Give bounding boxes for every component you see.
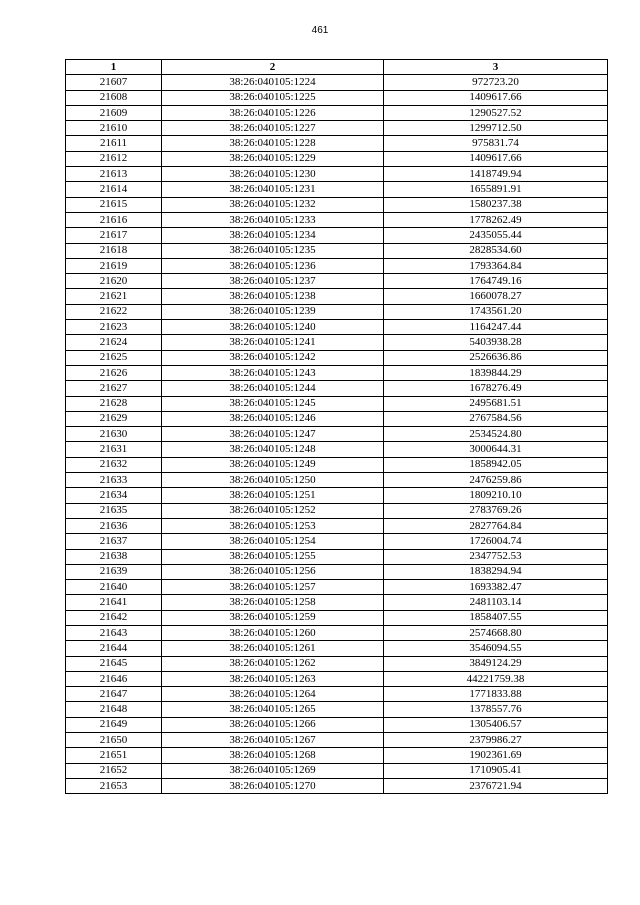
cadastral-number-cell: 38:26:040105:1247 — [162, 427, 384, 442]
table-body — [66, 75, 608, 794]
row-number-cell: 21652 — [66, 763, 162, 778]
value-cell: 1838294.94 — [384, 564, 608, 579]
value-cell: 2379986.27 — [384, 733, 608, 748]
table-row — [66, 595, 608, 610]
row-number-cell: 21618 — [66, 243, 162, 258]
table-row — [66, 748, 608, 763]
value-cell: 2435055.44 — [384, 228, 608, 243]
table-row — [66, 335, 608, 350]
cadastral-number-cell: 38:26:040105:1249 — [162, 457, 384, 472]
cadastral-number-cell: 38:26:040105:1230 — [162, 167, 384, 182]
table-row — [66, 457, 608, 472]
value-cell: 2481103.14 — [384, 595, 608, 610]
row-number-cell: 21624 — [66, 335, 162, 350]
column-header-1: 1 — [66, 60, 162, 75]
table-row — [66, 564, 608, 579]
row-number-cell: 21609 — [66, 105, 162, 120]
value-cell: 1164247.44 — [384, 320, 608, 335]
value-cell: 1305406.57 — [384, 717, 608, 732]
value-cell: 975831.74 — [384, 136, 608, 151]
cadastral-number-cell: 38:26:040105:1256 — [162, 564, 384, 579]
value-cell: 1299712.50 — [384, 121, 608, 136]
row-number-cell: 21647 — [66, 687, 162, 702]
cadastral-number-cell: 38:26:040105:1235 — [162, 243, 384, 258]
cadastral-number-cell: 38:26:040105:1239 — [162, 304, 384, 319]
header-row — [66, 60, 608, 75]
value-cell: 1418749.94 — [384, 167, 608, 182]
row-number-cell: 21649 — [66, 717, 162, 732]
value-cell: 1580237.38 — [384, 197, 608, 212]
row-number-cell: 21614 — [66, 182, 162, 197]
column-header-3: 3 — [384, 60, 608, 75]
row-number-cell: 21633 — [66, 473, 162, 488]
cadastral-number-cell: 38:26:040105:1232 — [162, 197, 384, 212]
table-row — [66, 656, 608, 671]
row-number-cell: 21641 — [66, 595, 162, 610]
row-number-cell: 21648 — [66, 702, 162, 717]
row-number-cell: 21644 — [66, 641, 162, 656]
value-cell: 2376721.94 — [384, 778, 608, 793]
table-row — [66, 90, 608, 105]
cadastral-number-cell: 38:26:040105:1244 — [162, 381, 384, 396]
table-row — [66, 304, 608, 319]
registry-table — [65, 59, 608, 794]
cadastral-number-cell: 38:26:040105:1248 — [162, 442, 384, 457]
row-number-cell: 21615 — [66, 197, 162, 212]
row-number-cell: 21637 — [66, 534, 162, 549]
value-cell: 1409617.66 — [384, 90, 608, 105]
table-row — [66, 503, 608, 518]
cadastral-number-cell: 38:26:040105:1245 — [162, 396, 384, 411]
value-cell: 1771833.88 — [384, 687, 608, 702]
row-number-cell: 21608 — [66, 90, 162, 105]
table-row — [66, 717, 608, 732]
value-cell: 2767584.56 — [384, 411, 608, 426]
cadastral-number-cell: 38:26:040105:1243 — [162, 365, 384, 380]
table-row — [66, 197, 608, 212]
row-number-cell: 21640 — [66, 580, 162, 595]
value-cell: 2347752.53 — [384, 549, 608, 564]
value-cell: 1710905.41 — [384, 763, 608, 778]
column-header-2: 2 — [162, 60, 384, 75]
row-number-cell: 21646 — [66, 671, 162, 686]
cadastral-number-cell: 38:26:040105:1260 — [162, 625, 384, 640]
value-cell: 1809210.10 — [384, 488, 608, 503]
cadastral-number-cell: 38:26:040105:1226 — [162, 105, 384, 120]
value-cell: 1764749.16 — [384, 274, 608, 289]
table-row — [66, 488, 608, 503]
value-cell: 1839844.29 — [384, 365, 608, 380]
cadastral-number-cell: 38:26:040105:1259 — [162, 610, 384, 625]
value-cell: 972723.20 — [384, 75, 608, 90]
cadastral-number-cell: 38:26:040105:1258 — [162, 595, 384, 610]
table-row — [66, 136, 608, 151]
table-row — [66, 427, 608, 442]
row-number-cell: 21607 — [66, 75, 162, 90]
row-number-cell: 21639 — [66, 564, 162, 579]
value-cell: 2534524.80 — [384, 427, 608, 442]
table-row — [66, 258, 608, 273]
row-number-cell: 21634 — [66, 488, 162, 503]
row-number-cell: 21645 — [66, 656, 162, 671]
row-number-cell: 21643 — [66, 625, 162, 640]
cadastral-number-cell: 38:26:040105:1255 — [162, 549, 384, 564]
row-number-cell: 21622 — [66, 304, 162, 319]
cadastral-number-cell: 38:26:040105:1265 — [162, 702, 384, 717]
table-row — [66, 733, 608, 748]
cadastral-number-cell: 38:26:040105:1254 — [162, 534, 384, 549]
row-number-cell: 21638 — [66, 549, 162, 564]
row-number-cell: 21628 — [66, 396, 162, 411]
table-header — [66, 60, 608, 75]
table-row — [66, 350, 608, 365]
value-cell: 44221759.38 — [384, 671, 608, 686]
cadastral-number-cell: 38:26:040105:1242 — [162, 350, 384, 365]
table-row — [66, 228, 608, 243]
cadastral-number-cell: 38:26:040105:1263 — [162, 671, 384, 686]
cadastral-number-cell: 38:26:040105:1257 — [162, 580, 384, 595]
row-number-cell: 21613 — [66, 167, 162, 182]
table-row — [66, 702, 608, 717]
value-cell: 1378557.76 — [384, 702, 608, 717]
table-row — [66, 396, 608, 411]
row-number-cell: 21627 — [66, 381, 162, 396]
value-cell: 1793364.84 — [384, 258, 608, 273]
cadastral-number-cell: 38:26:040105:1269 — [162, 763, 384, 778]
row-number-cell: 21616 — [66, 212, 162, 227]
cadastral-number-cell: 38:26:040105:1264 — [162, 687, 384, 702]
cadastral-number-cell: 38:26:040105:1231 — [162, 182, 384, 197]
cadastral-number-cell: 38:26:040105:1229 — [162, 151, 384, 166]
table-row — [66, 534, 608, 549]
table-row — [66, 610, 608, 625]
table-row — [66, 549, 608, 564]
value-cell: 1726004.74 — [384, 534, 608, 549]
row-number-cell: 21623 — [66, 320, 162, 335]
table-row — [66, 763, 608, 778]
value-cell: 2495681.51 — [384, 396, 608, 411]
value-cell: 3849124.29 — [384, 656, 608, 671]
value-cell: 1858942.05 — [384, 457, 608, 472]
row-number-cell: 21626 — [66, 365, 162, 380]
cadastral-number-cell: 38:26:040105:1268 — [162, 748, 384, 763]
value-cell: 2783769.26 — [384, 503, 608, 518]
cadastral-number-cell: 38:26:040105:1228 — [162, 136, 384, 151]
row-number-cell: 21650 — [66, 733, 162, 748]
cadastral-number-cell: 38:26:040105:1236 — [162, 258, 384, 273]
value-cell: 1743561.20 — [384, 304, 608, 319]
cadastral-number-cell: 38:26:040105:1234 — [162, 228, 384, 243]
value-cell: 1655891.91 — [384, 182, 608, 197]
value-cell: 1693382.47 — [384, 580, 608, 595]
value-cell: 5403938.28 — [384, 335, 608, 350]
row-number-cell: 21621 — [66, 289, 162, 304]
table-row — [66, 121, 608, 136]
table-row — [66, 473, 608, 488]
table-row — [66, 442, 608, 457]
row-number-cell: 21629 — [66, 411, 162, 426]
row-number-cell: 21625 — [66, 350, 162, 365]
row-number-cell: 21636 — [66, 518, 162, 533]
cadastral-number-cell: 38:26:040105:1237 — [162, 274, 384, 289]
row-number-cell: 21612 — [66, 151, 162, 166]
cadastral-number-cell: 38:26:040105:1240 — [162, 320, 384, 335]
table-row — [66, 151, 608, 166]
table-row — [66, 212, 608, 227]
cadastral-number-cell: 38:26:040105:1225 — [162, 90, 384, 105]
cadastral-number-cell: 38:26:040105:1251 — [162, 488, 384, 503]
table-row — [66, 411, 608, 426]
table-row — [66, 274, 608, 289]
row-number-cell: 21642 — [66, 610, 162, 625]
value-cell: 2526636.86 — [384, 350, 608, 365]
value-cell: 2574668.80 — [384, 625, 608, 640]
row-number-cell: 21611 — [66, 136, 162, 151]
cadastral-number-cell: 38:26:040105:1266 — [162, 717, 384, 732]
table-row — [66, 518, 608, 533]
cadastral-number-cell: 38:26:040105:1227 — [162, 121, 384, 136]
table-row — [66, 671, 608, 686]
cadastral-number-cell: 38:26:040105:1262 — [162, 656, 384, 671]
cadastral-number-cell: 38:26:040105:1267 — [162, 733, 384, 748]
table-row — [66, 289, 608, 304]
table-row — [66, 75, 608, 90]
cadastral-number-cell: 38:26:040105:1224 — [162, 75, 384, 90]
row-number-cell: 21619 — [66, 258, 162, 273]
cadastral-number-cell: 38:26:040105:1261 — [162, 641, 384, 656]
cadastral-number-cell: 38:26:040105:1270 — [162, 778, 384, 793]
table-row — [66, 105, 608, 120]
row-number-cell: 21635 — [66, 503, 162, 518]
value-cell: 1660078.27 — [384, 289, 608, 304]
table-row — [66, 687, 608, 702]
table-row — [66, 182, 608, 197]
cadastral-number-cell: 38:26:040105:1246 — [162, 411, 384, 426]
row-number-cell: 21631 — [66, 442, 162, 457]
row-number-cell: 21620 — [66, 274, 162, 289]
row-number-cell: 21632 — [66, 457, 162, 472]
value-cell: 3000644.31 — [384, 442, 608, 457]
value-cell: 1409617.66 — [384, 151, 608, 166]
value-cell: 1290527.52 — [384, 105, 608, 120]
page-number: 461 — [311, 25, 329, 36]
row-number-cell: 21610 — [66, 121, 162, 136]
value-cell: 1858407.55 — [384, 610, 608, 625]
cadastral-number-cell: 38:26:040105:1241 — [162, 335, 384, 350]
table-row — [66, 381, 608, 396]
value-cell: 2828534.60 — [384, 243, 608, 258]
cadastral-number-cell: 38:26:040105:1238 — [162, 289, 384, 304]
table-row — [66, 641, 608, 656]
value-cell: 3546094.55 — [384, 641, 608, 656]
table-row — [66, 580, 608, 595]
row-number-cell: 21617 — [66, 228, 162, 243]
table-row — [66, 320, 608, 335]
value-cell: 2476259.86 — [384, 473, 608, 488]
table-row — [66, 167, 608, 182]
value-cell: 1678276.49 — [384, 381, 608, 396]
row-number-cell: 21630 — [66, 427, 162, 442]
row-number-cell: 21653 — [66, 778, 162, 793]
table-row — [66, 243, 608, 258]
cadastral-number-cell: 38:26:040105:1252 — [162, 503, 384, 518]
value-cell: 2827764.84 — [384, 518, 608, 533]
table-row — [66, 365, 608, 380]
cadastral-number-cell: 38:26:040105:1253 — [162, 518, 384, 533]
cadastral-number-cell: 38:26:040105:1233 — [162, 212, 384, 227]
value-cell: 1778262.49 — [384, 212, 608, 227]
table-row — [66, 625, 608, 640]
row-number-cell: 21651 — [66, 748, 162, 763]
table-row — [66, 778, 608, 793]
value-cell: 1902361.69 — [384, 748, 608, 763]
cadastral-number-cell: 38:26:040105:1250 — [162, 473, 384, 488]
